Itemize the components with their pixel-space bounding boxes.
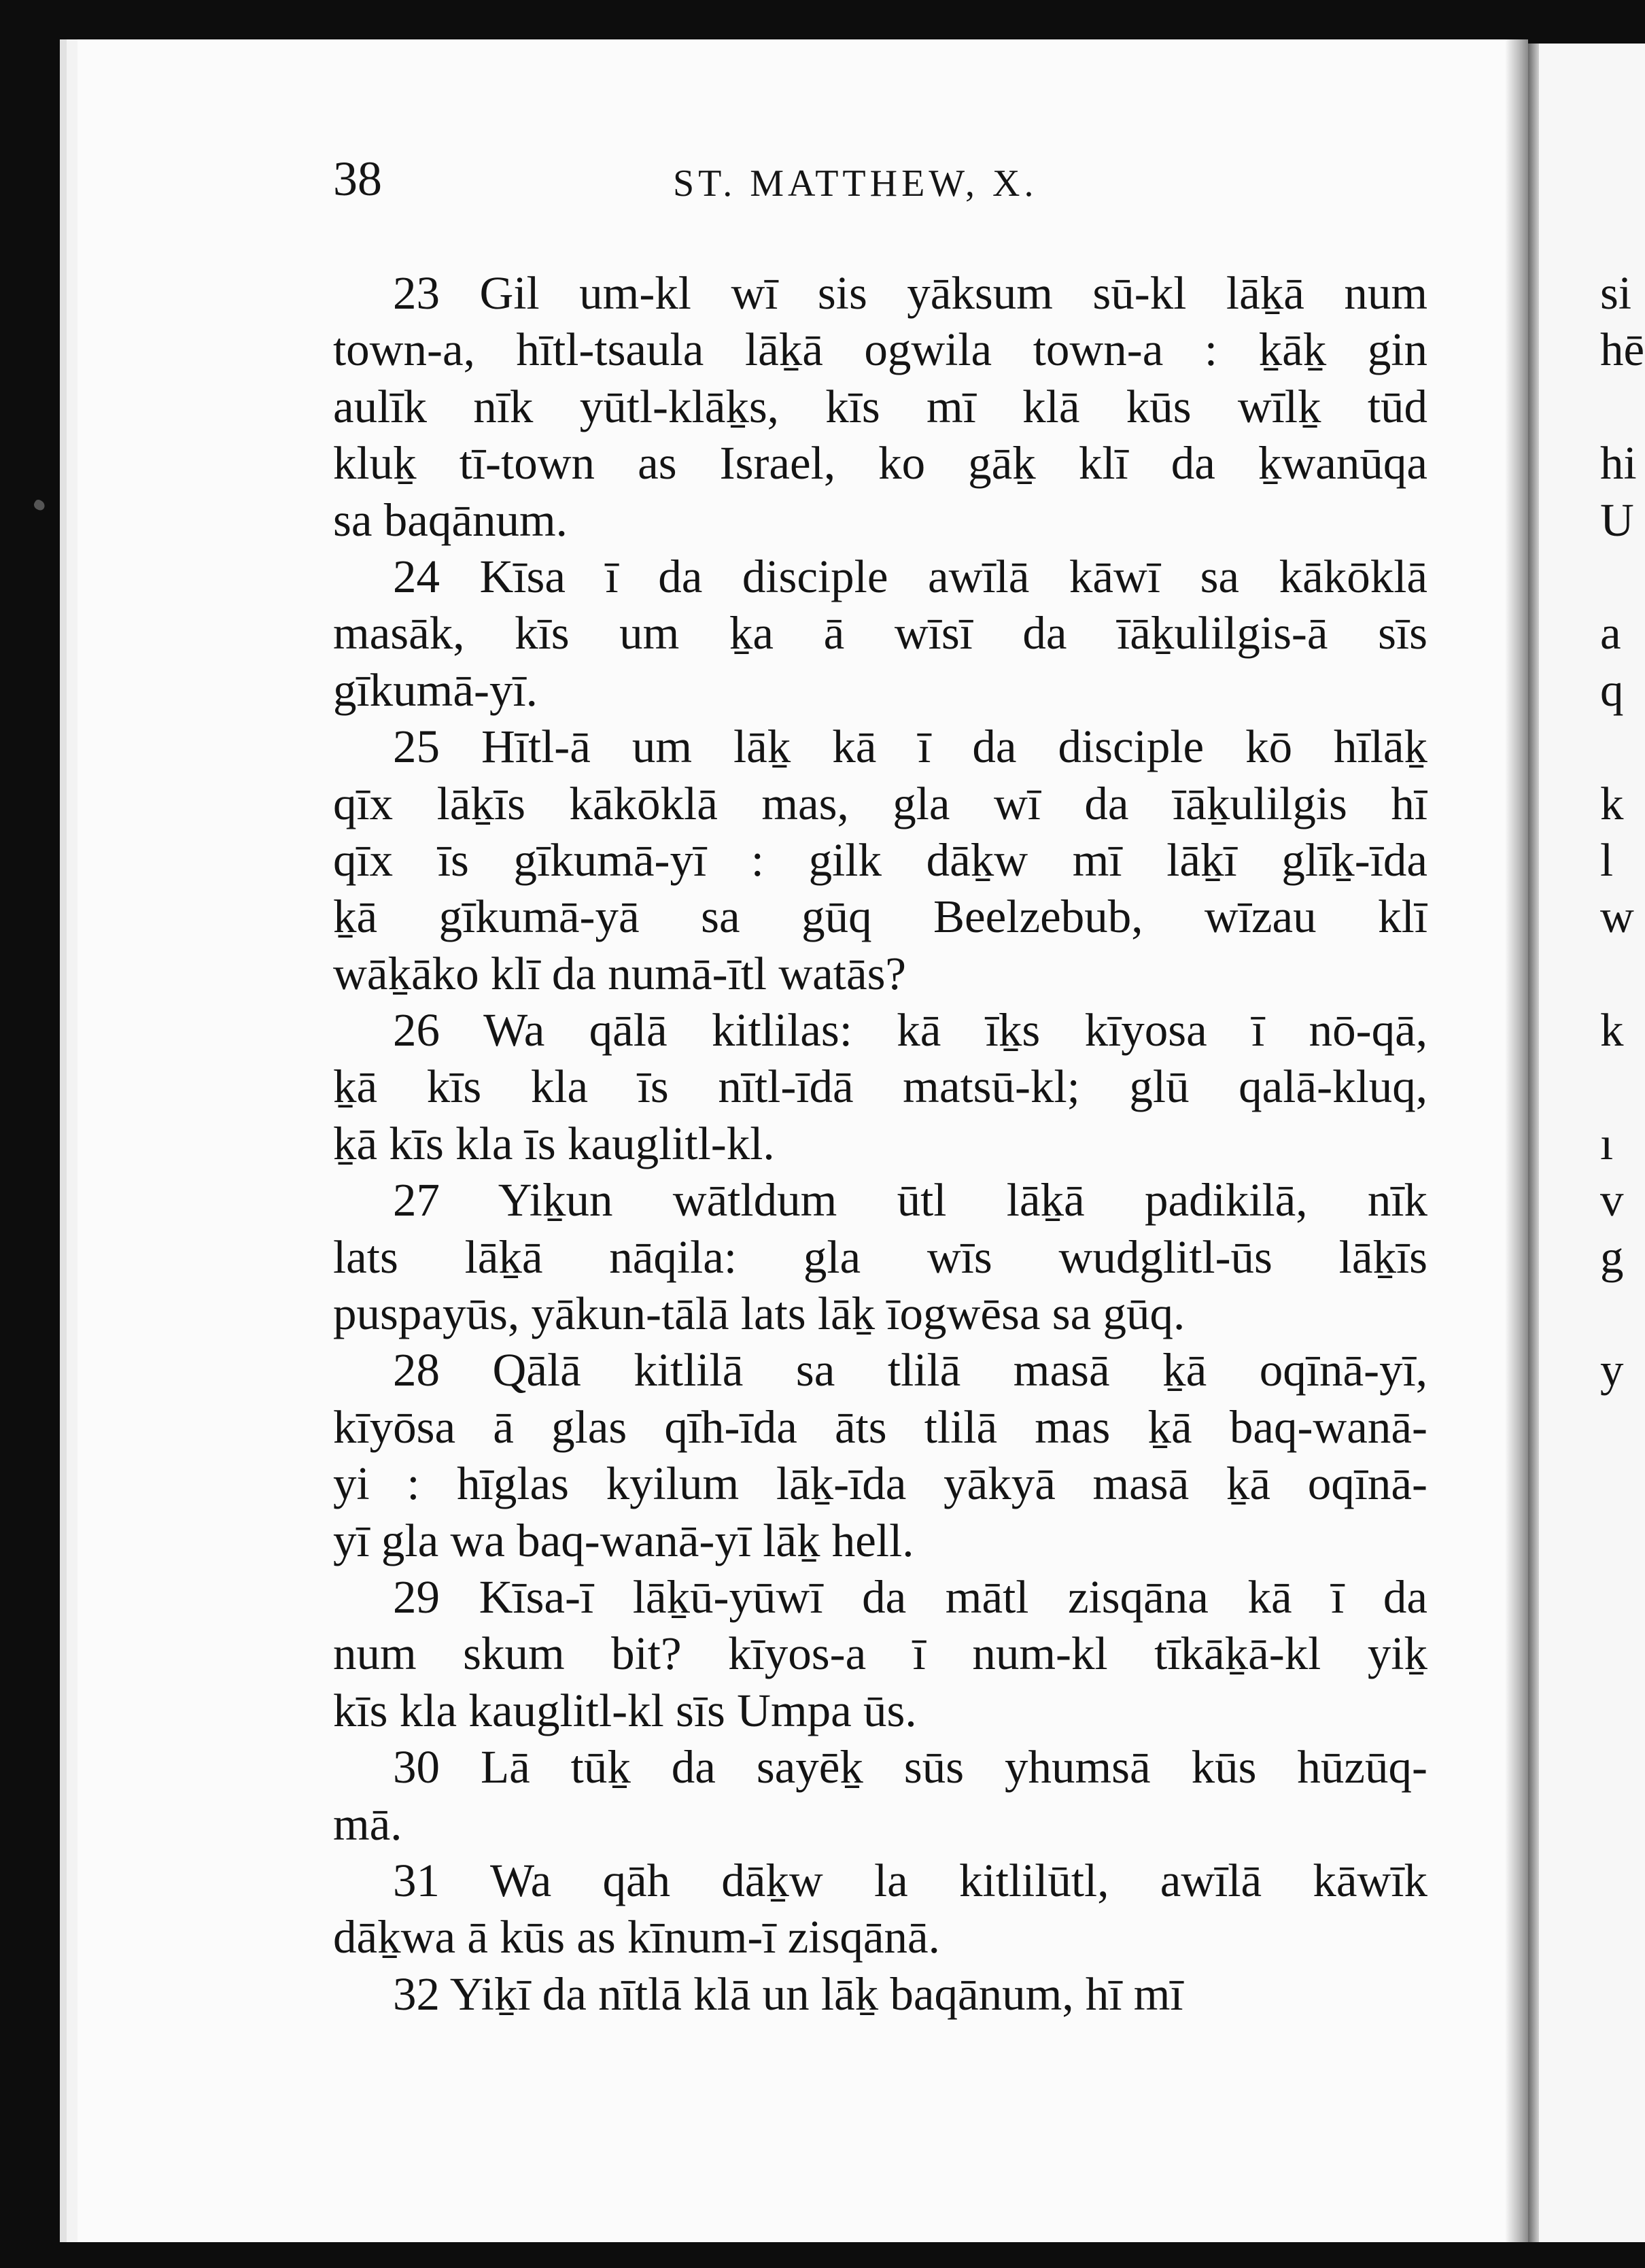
- text-line: ḵā kīs kla īs nītl-īdā matsū-kl; glū qalā-kluq,: [333, 1061, 1427, 1113]
- text-line: 24 Kīsa ī da disciple awīlā kāwī sa kākōklā: [393, 550, 1427, 602]
- fragment: [1600, 1286, 1645, 1342]
- fragment: y: [1600, 1344, 1624, 1396]
- text-line: gīkumā-yī.: [333, 664, 538, 716]
- text-line: qīx lāḵīs kākōklā mas, gla wī da īāḵulilgis hī: [333, 777, 1427, 829]
- text-line: num skum bit? kīyos-a ī num-kl tīkāḵā-kl yiḵ: [333, 1628, 1427, 1680]
- text-line: 29 Kīsa-ī lāḵū-yūwī da mātl zisqāna kā ī da: [393, 1570, 1427, 1623]
- text-line: wāḵāko klī da numā-ītl watās?: [333, 947, 907, 999]
- fragment: [1600, 719, 1645, 775]
- facing-page-edge: [1528, 44, 1539, 2242]
- text-line: dāḵwa ā kūs as kīnum-ī zisqānā.: [333, 1911, 940, 1963]
- fragment: ı: [1600, 1117, 1614, 1169]
- text-line: kīyōsa ā glas qīh-īda āts tlilā mas ḵā baq-wanā-: [333, 1401, 1427, 1453]
- text-line: puspayūs, yākun-tālā lats lāḵ īogwēsa sa gūq.: [333, 1288, 1185, 1340]
- fragment: [1600, 1059, 1645, 1115]
- fragment: w: [1600, 891, 1634, 943]
- page-number: 38: [333, 152, 382, 206]
- fragment: l: [1600, 834, 1614, 886]
- text-line: 28 Qālā kitlilā sa tlilā masā ḵā oqīnā-yī,: [393, 1344, 1427, 1396]
- text-line: yī gla wa baq-wanā-yī lāḵ hell.: [333, 1514, 914, 1566]
- fragment: a: [1600, 607, 1621, 659]
- text-line: kīs kla kauglitl-kl sīs Umpa ūs.: [333, 1684, 917, 1736]
- verse-text: [333, 265, 1427, 2023]
- text-line: 27 Yiḵun wātldum ūtl lāḵā padikilā, nīk: [393, 1174, 1427, 1226]
- text-line: mā.: [333, 1798, 402, 1850]
- text-line: qīx īs gīkumā-yī : gilk dāḵw mī lāḵī glīḵ-īda: [333, 834, 1427, 886]
- text-line: 30 Lā tūḵ da sayēḵ sūs yhumsā kūs hūzūq-: [393, 1741, 1427, 1793]
- fragment: [1600, 549, 1645, 605]
- text-line: 25 Hītl-ā um lāḵ kā ī da disciple kō hīlāḵ: [393, 721, 1427, 773]
- text-line: ḵā kīs kla īs kauglitl-kl.: [333, 1117, 775, 1169]
- fragment: hē: [1600, 324, 1645, 376]
- text-line: 31 Wa qāh dāḵw la kitlilūtl, awīlā kāwīk: [393, 1854, 1427, 1906]
- text-line: yi : hīglas kyilum lāḵ-īda yākyā masā ḵā oqīnā-: [333, 1458, 1427, 1510]
- text-line: town-a, hītl-tsaula lāḵā ogwila town-a : ḵāḵ gin: [333, 324, 1427, 376]
- fragment: g: [1600, 1231, 1624, 1283]
- fragment: q: [1600, 664, 1624, 716]
- page-gutter: [1505, 39, 1528, 2242]
- text-line: aulīk nīk yūtl-klāḵs, kīs mī klā kūs wīlḵ tūd: [333, 380, 1427, 432]
- text-line: masāk, kīs um ḵa ā wīsī da īāḵulilgis-ā sīs: [333, 607, 1427, 659]
- text-line: 32 Yiḵī da nītlā klā un lāḵ baqānum, hī mī: [393, 1968, 1183, 2020]
- fragment: v: [1600, 1174, 1624, 1226]
- fragment: k: [1600, 1004, 1624, 1056]
- facing-page-text: [1600, 265, 1645, 1399]
- text-line: 23 Gil um-kl wī sis yāksum sū-kl lāḵā num: [393, 267, 1427, 319]
- ink-blot: [33, 498, 47, 512]
- running-title: ST. MATTHEW, X.: [673, 162, 1038, 205]
- text-line: kluḵ tī-town as Israel, ko gāḵ klī da ḵwanūqa: [333, 437, 1427, 489]
- fragment: [1600, 379, 1645, 435]
- text-line: 26 Wa qālā kitlilas: kā īḵs kīyosa ī nō-qā,: [393, 1004, 1427, 1056]
- text-line: lats lāḵā nāqila: gla wīs wudglitl-ūs lāḵīs: [333, 1231, 1427, 1283]
- fragment: U: [1600, 494, 1634, 546]
- fragment: [1600, 946, 1645, 1002]
- fragment: hi: [1600, 437, 1637, 489]
- text-line: ḵā gīkumā-yā sa gūq Beelzebub, wīzau klī: [333, 891, 1427, 943]
- fragment: si: [1600, 267, 1632, 319]
- fragment: k: [1600, 777, 1624, 829]
- text-line: sa baqānum.: [333, 494, 568, 546]
